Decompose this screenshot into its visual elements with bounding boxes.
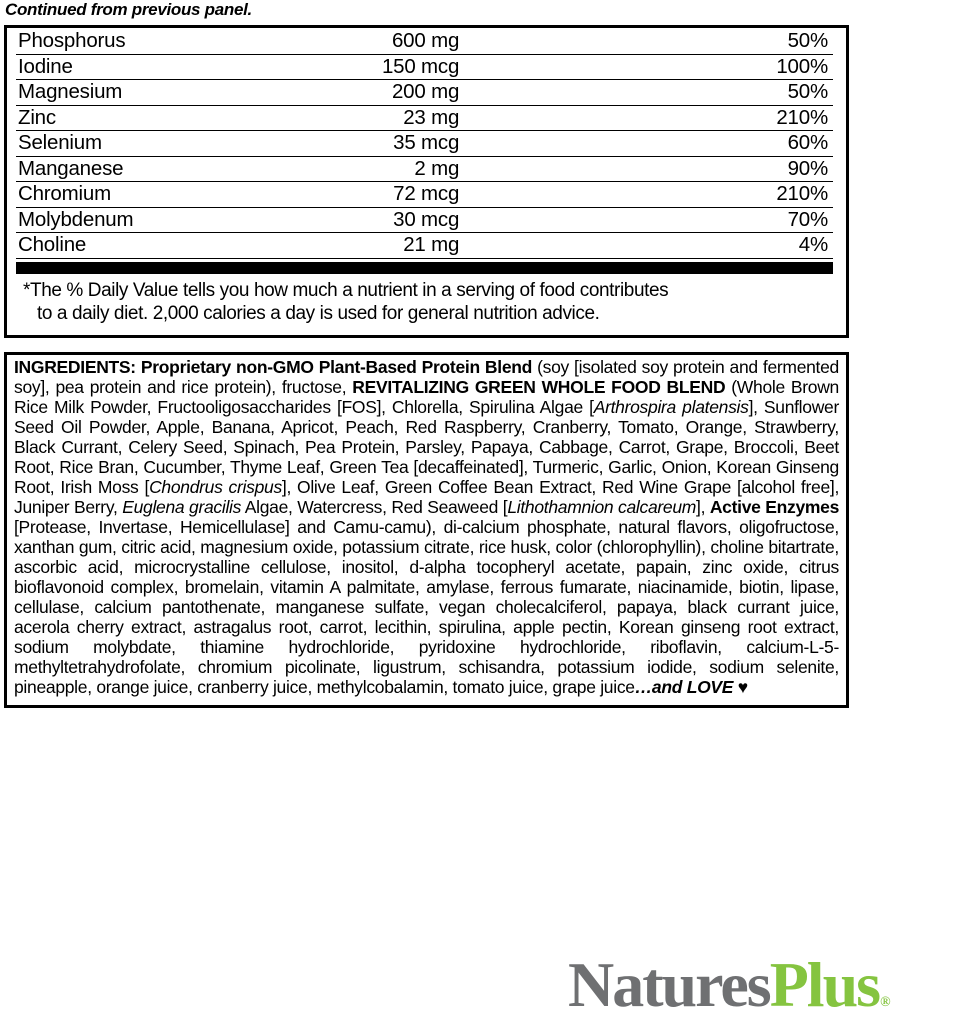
nutrient-row <box>16 55 833 81</box>
nutrient-daily-value: 60% <box>787 131 828 154</box>
nutrient-row <box>16 106 833 132</box>
nutrient-table <box>16 29 833 259</box>
ingredient-segment: Algae, Watercress, Red Seaweed [ <box>241 497 508 517</box>
footnote-line-2: to a daily diet. 2,000 calories a day is used for general nutrition advice. <box>37 303 600 324</box>
nutrient-amount: 72 mcg <box>393 182 460 205</box>
nutrient-name: Zinc <box>18 105 56 129</box>
nutrient-row <box>16 157 833 183</box>
nutrient-name: Molybdenum <box>18 207 134 231</box>
ingredient-segment: Chondrus crispus <box>149 477 282 497</box>
ingredient-segment: REVITALIZING GREEN WHOLE FOOD BLEND <box>352 377 726 397</box>
ingredient-segment: [Protease, Invertase, Hemicellulase] and Camu-camu), di-calcium phosphate, natural flavors, oligofructose, xanthan gum, citric acid, magnesium oxide, potassium citrate, rice husk, color (chlorophyllin), choline bitartrate, ascorbic acid, microcrystalline cellulose, inositol, d-alpha tocopheryl acetate, papain, zinc oxide, citrus bioflavonoid complex, bromelain, vitamin A palmitate, amylase, ferrous fumarate, niacinamide, biotin, lipase, cellulase, calcium pantothenate, manganese sulfate, vegan cholecalciferol, papaya, black currant juice, acerola cherry extract, astragalus root, carrot, lecithin, spirulina, apple pectin, Korean ginseng root extract, sodium molybdate, thiamine hydrochloride, pyridoxine hydrochloride, riboflavin, calcium-L-5-methyltetrahydrofolate, chromium picolinate, ligustrum, schisandra, potassium iodide, sodium selenite, pineapple, orange juice, cranberry juice, methylcobalamin, tomato juice, grape juice <box>14 517 839 697</box>
daily-value-footnote <box>23 279 826 326</box>
ingredient-segment: (Whole Brown Rice Milk Powder, Fructooligosaccharides [FOS], Chlorella, Spirulina Algae [ <box>14 377 839 417</box>
continued-note: Continued from previous panel. <box>5 0 252 19</box>
ingredients-text <box>14 357 839 697</box>
supplement-facts-box <box>4 25 849 338</box>
footnote-line-1: *The % Daily Value tells you how much a nutrient in a serving of food contributes <box>23 279 669 301</box>
ingredient-segment: ], Olive Leaf, Green Coffee Bean Extract, Red Wine Grape [alcohol free], Juniper Berry, <box>14 477 840 517</box>
nutrient-name: Chromium <box>18 182 111 205</box>
nutrient-row <box>16 182 833 208</box>
ingredients-box <box>4 352 849 708</box>
ingredient-segment: Lithothamnion calcareum <box>507 497 697 517</box>
nutrient-row <box>16 208 833 234</box>
nutrient-name: Choline <box>18 233 87 256</box>
nutrient-daily-value: 50% <box>787 29 828 52</box>
logo-plus-text: Plus <box>769 949 880 1020</box>
ingredient-segment: ], Sunflower Seed Oil Powder, Apple, Banana, Apricot, Peach, Red Raspberry, Cranberry, Tomato, Orange, Strawberry, Black Currant, Celery Seed, Spinach, Pea Protein, Parsley, Papaya, Cabbage, Carrot, Grape, Broccoli, Beet Root, Rice Bran, Cucumber, Thyme Leaf, Green Tea [decaffeinated], Turmeric, Garlic, Onion, Korean Ginseng Root, Irish Moss [ <box>14 397 840 497</box>
nutrient-amount: 35 mcg <box>393 131 460 154</box>
nutrient-amount: 200 mg <box>391 80 460 103</box>
nutrient-daily-value: 50% <box>787 80 828 103</box>
nutrient-amount: 2 mg <box>414 156 460 180</box>
nutrient-amount: 30 mcg <box>393 207 460 231</box>
ingredient-segment: ], <box>696 497 710 517</box>
nutrient-daily-value: 4% <box>798 233 828 256</box>
nutrient-amount: 150 mcg <box>381 54 460 78</box>
nutrient-amount: 600 mg <box>391 29 460 52</box>
nutrient-daily-value: 100% <box>776 54 828 78</box>
ingredient-segment: (soy [isolated soy protein and fermented soy], pea protein and rice protein), fructose, <box>14 357 839 397</box>
nutrient-name: Manganese <box>18 156 124 180</box>
thick-divider-bar <box>16 262 833 274</box>
nutrient-name: Iodine <box>18 54 73 78</box>
ingredient-segment: INGREDIENTS: Proprietary non-GMO Plant-Based Protein Blend <box>14 357 533 377</box>
registered-trademark-icon: ® <box>880 995 891 1010</box>
naturesplus-logo <box>568 949 891 1020</box>
ingredient-segment: …and LOVE ♥ <box>634 677 748 697</box>
logo-natures-text: Natures <box>568 949 770 1020</box>
nutrient-name: Magnesium <box>18 80 123 103</box>
nutrient-amount: 23 mg <box>403 105 460 129</box>
ingredient-segment: Euglena gracilis <box>122 497 242 517</box>
nutrient-name: Selenium <box>18 131 102 154</box>
nutrient-daily-value: 210% <box>776 182 828 205</box>
ingredient-segment: Active Enzymes <box>709 497 840 517</box>
nutrient-row <box>16 80 833 106</box>
nutrient-row <box>16 29 833 55</box>
ingredient-segment: Arthrospira platensis <box>593 397 749 417</box>
nutrient-amount: 21 mg <box>403 233 460 256</box>
nutrient-daily-value: 90% <box>787 156 828 180</box>
nutrient-row <box>16 131 833 157</box>
nutrient-daily-value: 210% <box>776 105 828 129</box>
nutrient-name: Phosphorus <box>18 29 126 52</box>
nutrient-daily-value: 70% <box>787 207 828 231</box>
nutrient-row <box>16 233 833 259</box>
